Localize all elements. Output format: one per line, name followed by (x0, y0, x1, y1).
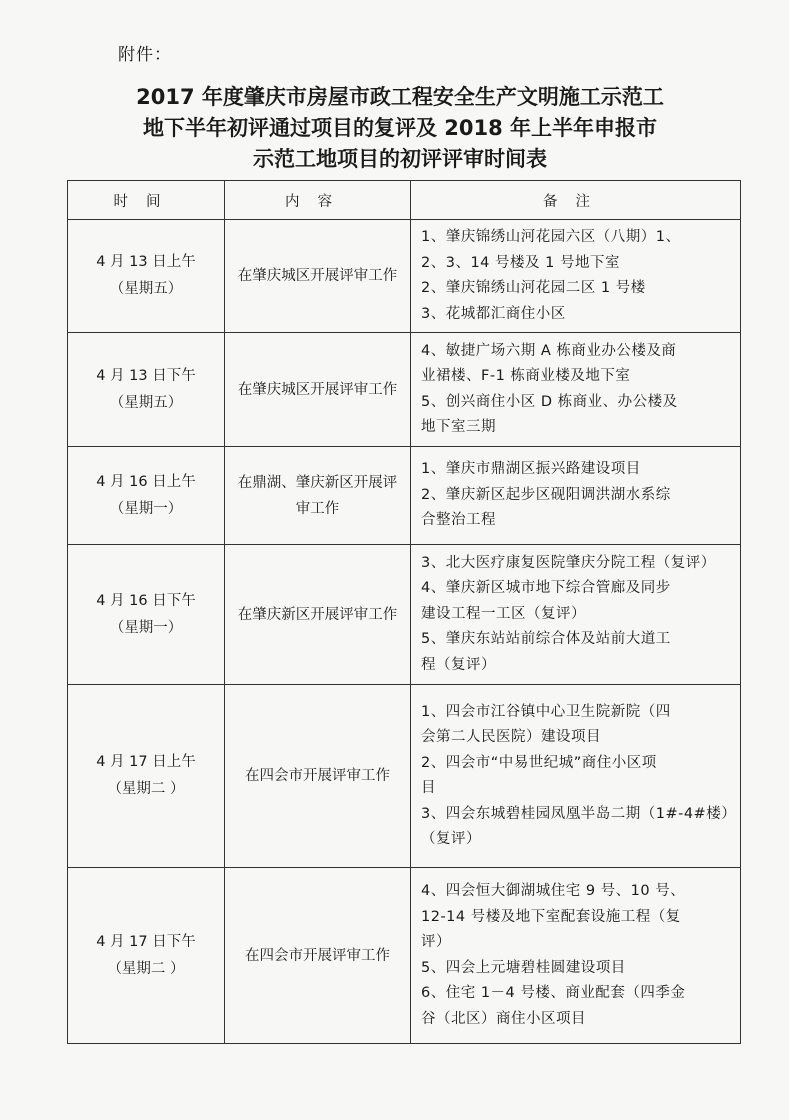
table-row (68, 447, 741, 545)
time-cell (68, 333, 225, 447)
note-line: 5、肇庆东站站前综合体及站前大道工 (421, 631, 671, 648)
notes-cell (411, 220, 741, 333)
title-line: 地下半年初评通过项目的复评及 2018 年上半年申报市 (142, 116, 658, 140)
content-cell: 在肇庆新区开展评审工作 (225, 545, 411, 685)
content-cell: 在四会市开展评审工作 (225, 868, 411, 1044)
notes-cell (411, 447, 741, 545)
note-line: 2、四会市“中易世纪城”商住小区项 (421, 754, 657, 771)
note-line: 4、肇庆新区城市地下综合管廊及同步 (421, 580, 671, 597)
note-line: 2、3、14 号楼及 1 号地下室 (421, 254, 620, 271)
title-line: 示范工地项目的初评评审时间表 (253, 147, 547, 171)
date-text: 4 月 13 日上午 (96, 254, 196, 270)
table-header-row (68, 181, 741, 220)
note-line: 1、肇庆市鼎湖区振兴路建设项目 (421, 461, 641, 478)
note-line: 5、四会上元塘碧桂圆建设项目 (421, 959, 626, 976)
note-line: 程（复评） (421, 656, 496, 673)
note-line: 1、肇庆锦绣山河花园六区（八期）1、 (421, 229, 681, 245)
title-line: 2017 年度肇庆市房屋市政工程安全生产文明施工示范工 (136, 85, 664, 109)
table-row (68, 333, 741, 447)
note-line: 合整治工程 (421, 512, 496, 529)
table-row (68, 545, 741, 685)
weekday-text: （星期二 ） (107, 781, 185, 797)
note-line: 6、住宅 1－4 号楼、商业配套（四季金 (421, 985, 686, 1001)
notes-cell (411, 685, 741, 868)
time-cell (68, 545, 225, 685)
notes-cell (411, 868, 741, 1044)
header-notes: 备注 (411, 181, 741, 220)
date-text: 4 月 17 日上午 (96, 754, 196, 770)
attachment-label: 附件： (118, 45, 172, 65)
time-cell (68, 447, 225, 545)
date-text: 4 月 16 日下午 (96, 592, 196, 609)
weekday-text: （星期一） (109, 619, 183, 636)
content-cell: 在肇庆城区开展评审工作 (225, 333, 411, 447)
note-line: 评） (421, 934, 451, 950)
note-line: 5、创兴商住小区 D 栋商业、办公楼及 (421, 393, 678, 410)
note-line: 会第二人民医院）建设项目 (421, 729, 601, 745)
note-line: 4、敏捷广场六期 A 栋商业办公楼及商 (421, 342, 677, 359)
time-cell (68, 868, 225, 1044)
table-row (68, 220, 741, 333)
document-title (60, 82, 740, 175)
note-line: 3、花城都汇商住小区 (421, 305, 566, 322)
header-content: 内容 (225, 181, 411, 220)
note-line: 4、四会恒大御湖城住宅 9 号、10 号、 (421, 883, 686, 899)
note-line: 业裙楼、F-1 栋商业楼及地下室 (421, 368, 631, 384)
weekday-text: （星期五） (109, 394, 183, 411)
note-line: 1、四会市江谷镇中心卫生院新院（四 (421, 703, 671, 720)
date-text: 4 月 13 日下午 (96, 367, 196, 384)
note-line: 2、肇庆锦绣山河花园二区 1 号楼 (421, 280, 646, 296)
date-text: 4 月 17 日下午 (96, 933, 196, 950)
table-row (68, 868, 741, 1044)
weekday-text: （星期五） (109, 281, 183, 297)
weekday-text: （星期二 ） (107, 960, 185, 977)
content-cell: 在四会市开展评审工作 (225, 685, 411, 868)
notes-cell (411, 333, 741, 447)
header-time: 时间 (68, 181, 225, 220)
weekday-text: （星期一） (109, 500, 183, 517)
note-line: 谷（北区）商住小区项目 (421, 1010, 586, 1027)
note-line: 12-14 号楼及地下室配套设施工程（复 (421, 908, 681, 925)
table-row (68, 685, 741, 868)
content-cell: 在鼎湖、肇庆新区开展评审工作 (225, 447, 411, 545)
time-cell (68, 220, 225, 333)
note-line: 3、四会东城碧桂园凤凰半岛二期（1#-4#楼） (421, 805, 737, 822)
schedule-table (67, 180, 741, 1044)
notes-cell (411, 545, 741, 685)
note-line: 2、肇庆新区起步区砚阳调洪湖水系综 (421, 486, 671, 503)
time-cell (68, 685, 225, 868)
note-line: （复评） (421, 831, 481, 847)
note-line: 地下室三期 (421, 419, 496, 435)
note-line: 目 (421, 780, 436, 796)
note-line: 3、北大医疗康复医院肇庆分院工程（复评） (421, 554, 716, 571)
content-cell: 在肇庆城区开展评审工作 (225, 220, 411, 333)
note-line: 建设工程一工区（复评） (421, 605, 586, 622)
date-text: 4 月 16 日上午 (96, 473, 196, 490)
